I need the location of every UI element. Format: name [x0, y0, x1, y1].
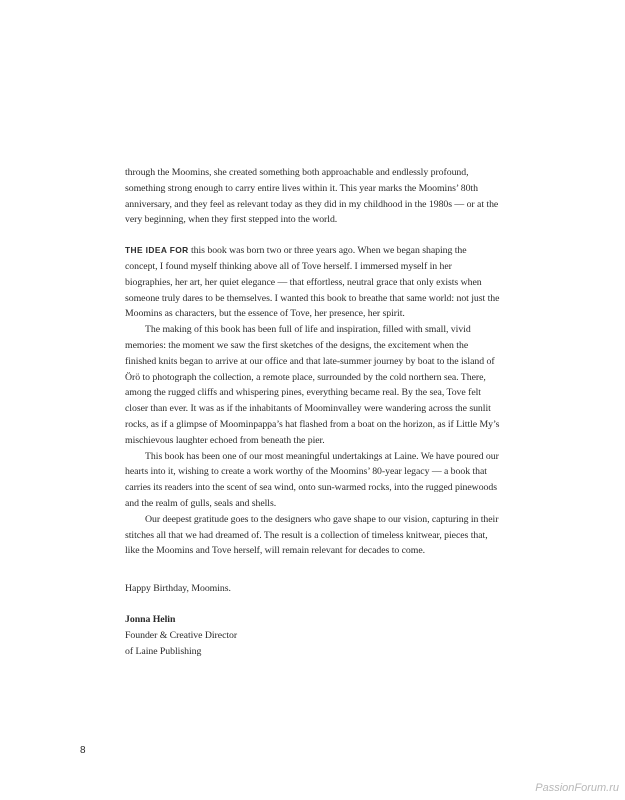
paragraph-4: This book has been one of our most meaningful undertakings at Laine. We have poured our hearts into it, wishing to create a work worthy of the Moomins’ 80-year legacy — a book that carries its readers into the scent of sea wind, onto sun-warmed rocks, into the rugged pinewoods and the realm of gulls, seals and shells.	[125, 450, 499, 509]
paragraph-5: Our deepest gratitude goes to the designers who gave shape to our vision, capturing in their stitches all that we had dreamed of. The result is a collection of timeless knitwear, pieces that, like the Moomins and Tove herself, will remain relevant for decades to come.	[125, 513, 499, 557]
signature-organization: of Laine Publishing	[125, 645, 202, 657]
paragraph-3: The making of this book has been full of life and inspiration, filled with small, vivid memories: the moment we saw the first sketches of the designs, the excitement when the finished knits began to arrive at our office and that late-summer journey by boat to the island of Örö to photograph the collection, a remote place, surrounded by the cold northern sea. There, among the rugged cliffs and whispering pines, everything became real. By the sea, Tove felt closer than ever. It was as if the inhabitants of Moominvalley were wandering across the sunlit rocks, as if a glimpse of Moominpappa’s hat flashed from a boat on the horizon, as if Little My’s mischievous laughter echoed from beneath the pier.	[125, 324, 500, 446]
paragraph-lead-in: THE IDEA FOR	[125, 245, 189, 256]
paragraph-gap	[125, 597, 500, 612]
signature-title: Founder & Creative Director	[125, 629, 238, 641]
paragraph-2	[125, 243, 500, 322]
paragraph-1: through the Moomins, she created something both approachable and endlessly profound, something strong enough to carry entire lives within it. This year marks the Moomins’ 80th anniversary, and they feel as relevant today as they did in my childhood in the 1980s — or at the very beginning, when they first stepped into the world.	[125, 167, 499, 226]
paragraph-2-text: this book was born two or three years ago. When we began shaping the concept, I found myself thinking above all of Tove herself. I immersed myself in her biographies, her art, her quiet elegance — that effortless, neutral grace that only exists when someone truly dares to be themselves. I wanted this book to breathe that same world: not just the Moomins as characters, but the essence of Tove, her presence, her spirit.	[125, 245, 500, 320]
watermark: PassionForum.ru	[535, 782, 619, 794]
paragraph-gap	[125, 559, 500, 581]
page-number: 8	[80, 745, 86, 756]
article-body	[125, 165, 500, 659]
closing-line: Happy Birthday, Moomins.	[125, 583, 231, 595]
signature-name: Jonna Helin	[125, 613, 176, 625]
paragraph-gap	[125, 228, 500, 243]
